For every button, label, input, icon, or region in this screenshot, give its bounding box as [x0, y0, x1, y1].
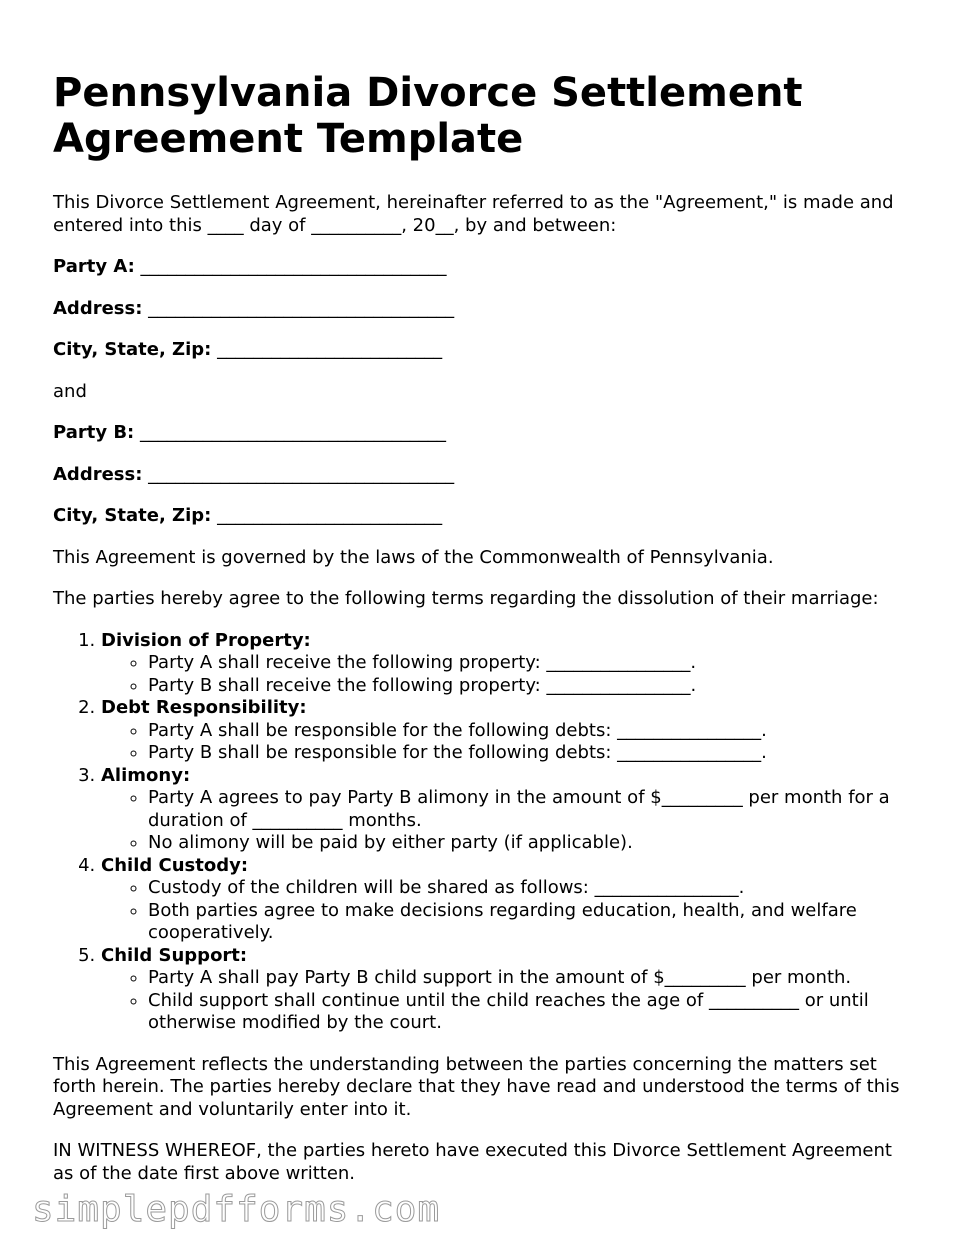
- party-b-city-line: [53, 505, 918, 528]
- section-item: ◦ Party A shall receive the following property: ________________.: [148, 652, 918, 675]
- terms-section: [101, 855, 918, 945]
- party-a-city-blank: _________________________: [211, 339, 443, 360]
- party-a-address-label: Address:: [53, 297, 143, 319]
- party-a-city-line: [53, 339, 918, 362]
- document-page: [53, 0, 918, 1185]
- and-text: and: [53, 380, 87, 402]
- party-a-name-label: Party A:: [53, 256, 135, 277]
- party-b-address-line: [53, 464, 918, 487]
- party-b-city-blank: _________________________: [211, 505, 443, 526]
- section-heading: Division of Property:: [101, 629, 311, 651]
- section-heading: Debt Responsibility:: [101, 697, 307, 718]
- party-a-address-blank: __________________________________: [142, 297, 455, 319]
- section-heading: Child Support:: [101, 944, 248, 966]
- section-item: ◦ Both parties agree to make decisions regarding education, health, and welfare cooperatively.: [148, 900, 918, 945]
- witness-paragraph: IN WITNESS WHEREOF, the parties hereto have executed this Divorce Settlement Agreement as of the date first above written.: [53, 1140, 892, 1184]
- section-item: ◦ Party A shall pay Party B child support in the amount of $_________ per month.: [148, 967, 918, 990]
- section-item: ◦ No alimony will be paid by either party (if applicable).: [148, 832, 918, 855]
- document-title: Pennsylvania Divorce Settlement Agreement Template: [53, 70, 803, 162]
- party-a-city-label: City, State, Zip:: [53, 339, 212, 360]
- section-items: [101, 652, 918, 697]
- section-items: [101, 877, 918, 945]
- section-item: ◦ Party A agrees to pay Party B alimony in the amount of $_________ per month for a duration of __________ months.: [148, 787, 918, 832]
- section-item: ◦ Party B shall receive the following property: ________________.: [148, 675, 918, 698]
- intro-paragraph: This Divorce Settlement Agreement, hereinafter referred to as the "Agreement," is made and entered into this ____ day of __________, 20__, by and between:: [53, 192, 894, 236]
- section-item: ◦ Party A shall be responsible for the following debts: ________________.: [148, 720, 918, 743]
- terms-section: [101, 765, 918, 855]
- party-b-address-label: Address:: [53, 463, 143, 485]
- party-b-name-line: [53, 422, 918, 445]
- section-item: ◦ Child support shall continue until the child reaches the age of __________ or until otherwise modified by the court.: [148, 990, 918, 1035]
- terms-intro-paragraph: The parties hereby agree to the following terms regarding the dissolution of their marriage:: [53, 588, 879, 609]
- party-b-name-blank: __________________________________: [134, 422, 446, 443]
- party-b-name-label: Party B:: [53, 422, 135, 443]
- closing-paragraph: This Agreement reflects the understanding between the parties concerning the matters set forth herein. The parties hereby declare that they have read and understood the terms of this Agreement and voluntarily enter into it.: [53, 1053, 900, 1120]
- party-a-name-line: [53, 256, 918, 279]
- party-a-address-line: [53, 298, 918, 321]
- governing-law-paragraph: This Agreement is governed by the laws of the Commonwealth of Pennsylvania.: [53, 546, 774, 568]
- watermark-text: simplepdfforms.com: [32, 1189, 441, 1230]
- party-b-city-label: City, State, Zip:: [53, 505, 212, 526]
- section-items: [101, 787, 918, 855]
- terms-section: [101, 945, 918, 1035]
- party-b-address-blank: __________________________________: [142, 463, 455, 485]
- section-heading: Child Custody:: [101, 854, 249, 876]
- section-heading: Alimony:: [101, 764, 191, 786]
- party-a-name-blank: __________________________________: [134, 256, 447, 277]
- section-items: [101, 967, 918, 1035]
- section-item: ◦ Custody of the children will be shared as follows: ________________.: [148, 877, 918, 900]
- section-items: [101, 720, 918, 765]
- section-item: ◦ Party B shall be responsible for the following debts: ________________.: [148, 742, 918, 765]
- terms-section: [101, 630, 918, 698]
- terms-list: [53, 630, 918, 1035]
- terms-section: [101, 697, 918, 765]
